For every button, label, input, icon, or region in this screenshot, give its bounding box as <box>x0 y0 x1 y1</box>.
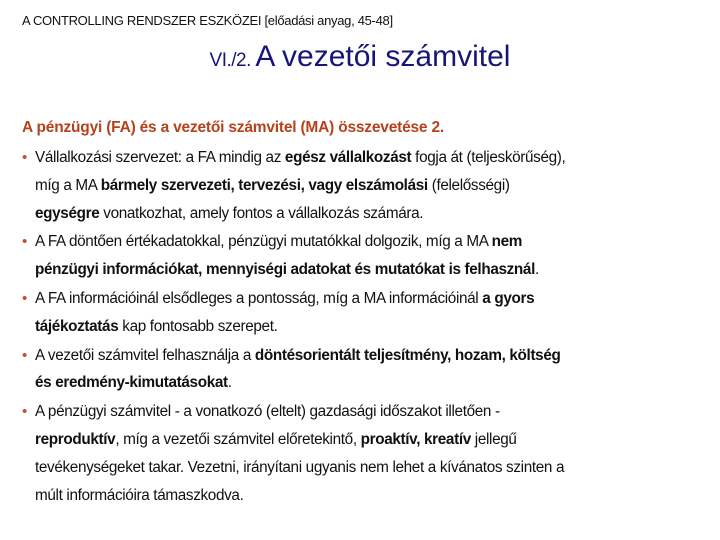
bold-text: reproduktív <box>35 430 116 448</box>
bullet-dot-icon: • <box>22 403 28 421</box>
bullet-line <box>22 426 712 454</box>
text: . <box>535 261 539 279</box>
text: A pénzügyi számvitel - a vonatkozó (eltelt) gazdasági időszakot illetően - <box>35 403 500 421</box>
text: A FA döntően értékadatokkal, pénzügyi mutatókkal dolgozik, míg a MA <box>35 233 492 251</box>
title-text: A vezetői számvitel <box>255 40 511 73</box>
text: múlt információira támaszkodva. <box>35 486 244 504</box>
bold-text: egységre <box>35 204 100 222</box>
text: , míg a vezetői számvitel előretekintő, <box>115 430 361 448</box>
bullet-line <box>22 342 712 370</box>
slide-title <box>0 40 720 74</box>
bullet-line <box>22 482 712 510</box>
bullet-item <box>22 144 712 227</box>
bullet-dot-icon: • <box>22 289 28 307</box>
bullet-item <box>22 228 712 284</box>
title-number: VI./2. <box>209 50 251 71</box>
bold-text: és eredmény-kimutatásokat <box>35 374 228 392</box>
text: A FA információinál elsődleges a pontosság, míg a MA információinál <box>35 289 483 307</box>
bullet-dot-icon: • <box>22 233 28 251</box>
text: kap fontosabb szerepet. <box>118 317 278 335</box>
bullet-line <box>22 313 712 341</box>
section-subtitle: A pénzügyi (FA) és a vezetői számvitel (MA) összevetése 2. <box>22 119 444 136</box>
bullet-line <box>22 285 712 313</box>
bullet-item <box>22 285 712 341</box>
bullet-item <box>22 342 712 398</box>
bullet-line <box>22 369 712 397</box>
bullet-line <box>22 144 712 172</box>
bold-text: pénzügyi információkat, mennyiségi adatokat és mutatókat is felhasznál <box>35 261 535 279</box>
bullet-line <box>22 172 712 200</box>
text: jellegű <box>470 430 517 448</box>
bullet-list <box>22 144 712 510</box>
bullet-line <box>22 256 712 284</box>
bullet-line <box>22 398 712 426</box>
running-header: A CONTROLLING RENDSZER ESZKÖZEI [előadási anyag, 45-48] <box>22 13 393 28</box>
text: . <box>227 374 232 392</box>
text: Vállalkozási szervezet: a FA mindig az <box>35 149 285 166</box>
bullet-dot-icon: • <box>22 346 28 364</box>
bold-text: bármely szervezeti, tervezési, vagy elszámolási <box>100 176 428 194</box>
bold-text: egész vállalkozást <box>284 149 412 166</box>
text: (felelősségi) <box>427 176 510 194</box>
bullet-item <box>22 398 712 509</box>
text: míg a MA <box>35 176 101 194</box>
bold-text: tájékoztatás <box>35 317 119 335</box>
text: A vezetői számvitel felhasználja a <box>35 346 255 364</box>
bold-text: proaktív, kreatív <box>360 430 471 448</box>
text: vonatkozhat, amely fontos a vállalkozás számára. <box>99 204 424 222</box>
bullet-line <box>22 454 712 482</box>
bold-text: döntésorientált teljesítmény, hozam, költség <box>254 346 561 364</box>
bullet-dot-icon: • <box>22 149 28 166</box>
bullet-line <box>22 228 712 256</box>
text: tevékenységeket takar. Vezetni, irányítani ugyanis nem lehet a kívánatos szinten a <box>35 458 565 476</box>
bullet-line <box>22 200 712 228</box>
bold-text: a gyors <box>482 289 535 307</box>
bold-text: nem <box>491 233 523 251</box>
text: fogja át (teljeskörűség), <box>411 149 566 166</box>
